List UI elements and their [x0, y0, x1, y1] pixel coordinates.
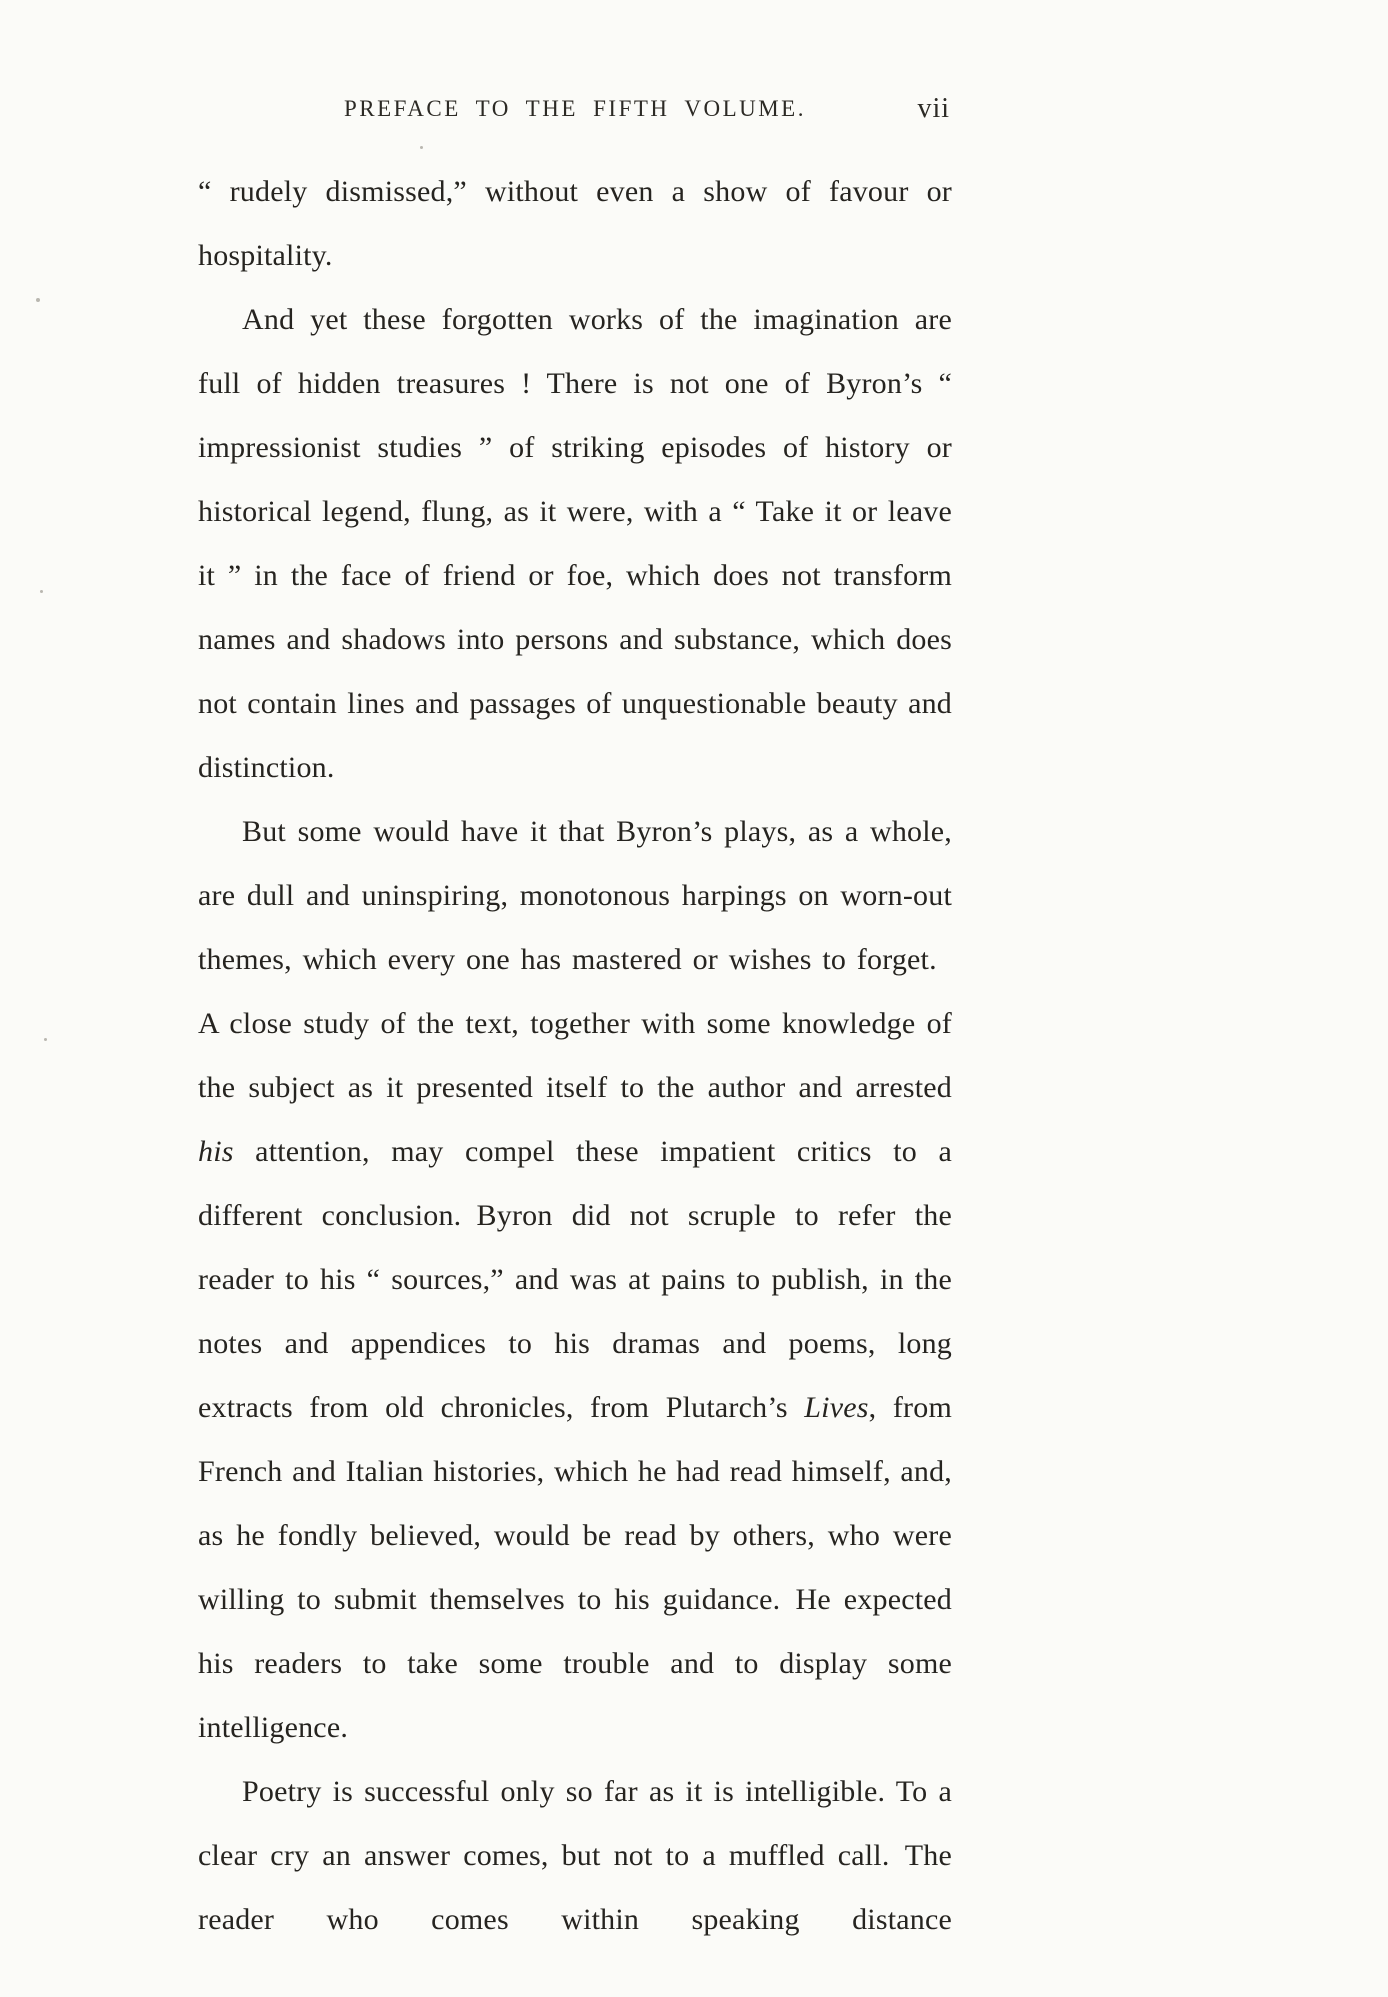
paragraph-1: “ rudely dismissed,” without even a show of favour or hospitality. [198, 175, 952, 272]
italic-title-lives: Lives [804, 1391, 869, 1424]
header-title: PREFACE TO THE FIFTH VOLUME. [343, 96, 806, 121]
paragraph-3-text-b: attention, may compel these impatient critics to a different conclusion. Byron did not scruple to refer the reader to his “ sources,” and was at pains to publish, in the notes and appendices to his dramas and poems, long extracts from old chronicles, from Plutarch’s [198, 1135, 952, 1424]
scan-speck [44, 1038, 47, 1041]
paragraph-2: And yet these forgotten works of the imagination are full of hidden treasures ! There is not one of Byron’s “ impressionist studies ” of striking episodes of history or historical legend, flung, as it were, with a “ Take it or leave it ” in the face of friend or foe, which does not transform names and shadows into persons and substance, which does not contain lines and passages of unquestionable beauty and distinction. [198, 303, 952, 784]
page-content [198, 93, 952, 1952]
italic-word-his: his [198, 1135, 234, 1168]
paragraph-4: Poetry is successful only so far as it is intelligible. To a clear cry an answer comes, but not to a muffled call. The reader who comes within speaking distance [198, 1775, 952, 1936]
paragraph-3-text-a: But some would have it that Byron’s plays, as a whole, are dull and uninspiring, monotonous harpings on worn-out themes, which every one has mastered or wishes to forget. A close study of the text, together with some knowledge of the subject as it presented itself to the author and arrested [198, 815, 952, 1104]
paragraph-3-text-c: , from French and Italian histories, which he had read himself, and, as he fondly believed, would be read by others, who were willing to submit themselves to his guidance. He expected his readers to take some trouble and to display some intelligence. [198, 1391, 952, 1744]
text-block [198, 160, 952, 1952]
scan-speck [40, 590, 43, 593]
paragraph-3 [198, 800, 952, 1760]
scan-speck [36, 298, 40, 302]
running-head [198, 93, 952, 132]
page-number: vii [917, 93, 950, 124]
